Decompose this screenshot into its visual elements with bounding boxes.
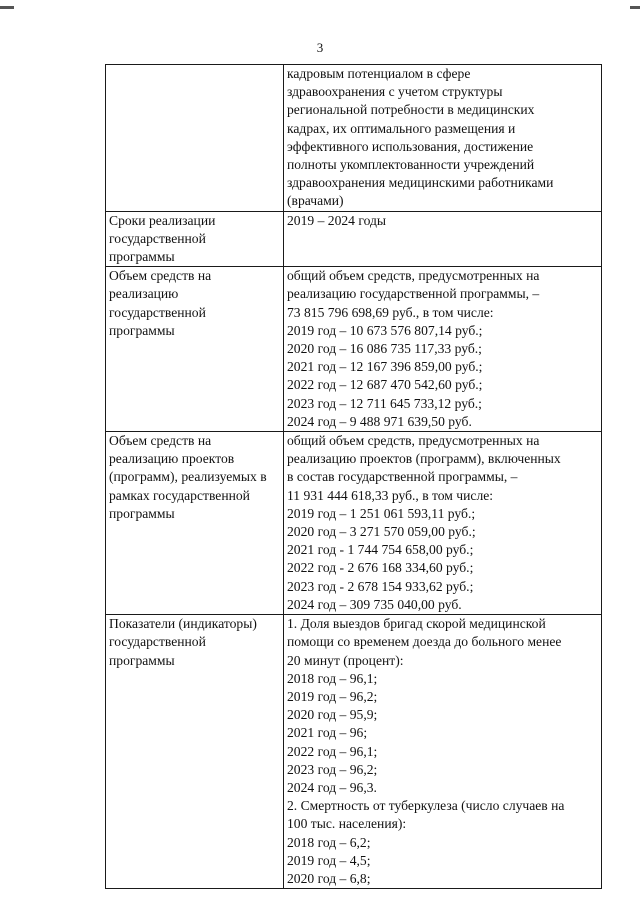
- row-value-cell: [284, 267, 602, 432]
- row-value-cell: [284, 615, 602, 889]
- value-line: 2022 год – 96,1;: [287, 743, 378, 759]
- value-line: в состав государственной программы, –: [287, 469, 518, 485]
- value-line: 2022 год - 2 676 168 334,60 руб.;: [287, 560, 474, 576]
- value-line: 2021 год – 12 167 396 859,00 руб.;: [287, 359, 483, 375]
- row-value-cell: [284, 432, 602, 615]
- label-line: государственной: [109, 230, 206, 246]
- value-line: 2020 год – 95,9;: [287, 707, 378, 723]
- label-line: реализацию проектов: [109, 451, 235, 467]
- label-line: реализацию: [109, 286, 179, 302]
- table-row: [106, 65, 602, 212]
- value-line: 2018 год – 6,2;: [287, 834, 371, 850]
- value-line: 2. Смертность от туберкулеза (число случаев на: [287, 798, 565, 814]
- value-line: 2020 год – 16 086 735 117,33 руб.;: [287, 341, 482, 357]
- value-line: общий объем средств, предусмотренных на: [287, 433, 540, 449]
- value-line: 73 815 796 698,69 руб., в том числе:: [287, 304, 494, 320]
- value-line: 2019 год – 1 251 061 593,11 руб.;: [287, 505, 476, 521]
- value-line: здравоохранения с учетом структуры: [287, 84, 503, 100]
- page-number: 3: [316, 40, 324, 55]
- scan-edge-mark: [630, 6, 640, 9]
- value-line: 2023 год – 96,2;: [287, 761, 378, 777]
- row-value-cell: [284, 211, 602, 267]
- value-line: полноты укомплектованности учреждений: [287, 157, 535, 173]
- label-line: государственной: [109, 634, 206, 650]
- row-value-cell: [284, 65, 602, 212]
- row-label-cell: [106, 432, 284, 615]
- value-line: 2024 год – 309 735 040,00 руб.: [287, 596, 462, 612]
- value-line: эффективного использования, достижение: [287, 138, 534, 154]
- value-line: 2022 год – 12 687 470 542,60 руб.;: [287, 377, 483, 393]
- label-line: программы: [109, 505, 175, 521]
- label-line: программы: [109, 652, 175, 668]
- label-line: Сроки реализации: [109, 212, 216, 228]
- value-line: реализацию проектов (программ), включенных: [287, 451, 561, 467]
- value-line: 20 минут (процент):: [287, 652, 404, 668]
- row-label-cell: [106, 267, 284, 432]
- value-line: 2020 год – 3 271 570 059,00 руб.;: [287, 524, 476, 540]
- value-line: 11 931 444 618,33 руб., в том числе:: [287, 487, 494, 503]
- table-body: [106, 65, 602, 889]
- table-row: [106, 267, 602, 432]
- table-row: [106, 432, 602, 615]
- label-line: программы: [109, 322, 175, 338]
- value-line: 2024 год – 96,3.: [287, 779, 377, 795]
- table-row: [106, 211, 602, 267]
- scan-edge-mark: [0, 6, 14, 9]
- table-row: [106, 615, 602, 889]
- value-line: 2023 год – 12 711 645 733,12 руб.;: [287, 395, 482, 411]
- label-line: рамках государственной: [109, 487, 250, 503]
- value-line: 2019 – 2024 годы: [287, 212, 387, 228]
- value-line: 2021 год – 96;: [287, 725, 368, 741]
- value-line: региональной потребности в медицинских: [287, 102, 535, 118]
- value-line: помощи со временем доезда до больного менее: [287, 634, 562, 650]
- value-line: 2024 год – 9 488 971 639,50 руб.: [287, 413, 472, 429]
- label-line: программы: [109, 249, 175, 265]
- value-line: (врачами): [287, 193, 344, 209]
- row-label-cell: [106, 211, 284, 267]
- value-line: 100 тыс. населения):: [287, 816, 407, 832]
- label-line: (программ), реализуемых в: [109, 469, 267, 485]
- value-line: 1. Доля выездов бригад скорой медицинской: [287, 616, 546, 632]
- row-label-cell: [106, 615, 284, 889]
- label-line: Объем средств на: [109, 433, 212, 449]
- value-line: 2021 год - 1 744 754 658,00 руб.;: [287, 542, 474, 558]
- value-line: здравоохранения медицинскими работниками: [287, 175, 554, 191]
- value-line: кадрах, их оптимального размещения и: [287, 120, 516, 136]
- row-label-cell: [106, 65, 284, 212]
- value-line: 2019 год – 96,2;: [287, 688, 378, 704]
- value-line: общий объем средств, предусмотренных на: [287, 268, 540, 284]
- label-line: государственной: [109, 304, 206, 320]
- value-line: 2023 год - 2 678 154 933,62 руб.;: [287, 578, 474, 594]
- program-passport-table: [105, 64, 602, 889]
- value-line: 2019 год – 10 673 576 807,14 руб.;: [287, 322, 483, 338]
- label-line: Показатели (индикаторы): [109, 616, 257, 632]
- value-line: кадровым потенциалом в сфере: [287, 66, 471, 81]
- value-line: 2018 год – 96,1;: [287, 670, 378, 686]
- value-line: 2020 год – 6,8;: [287, 870, 371, 886]
- label-line: Объем средств на: [109, 268, 212, 284]
- value-line: реализацию государственной программы, –: [287, 286, 540, 302]
- value-line: 2019 год – 4,5;: [287, 852, 371, 868]
